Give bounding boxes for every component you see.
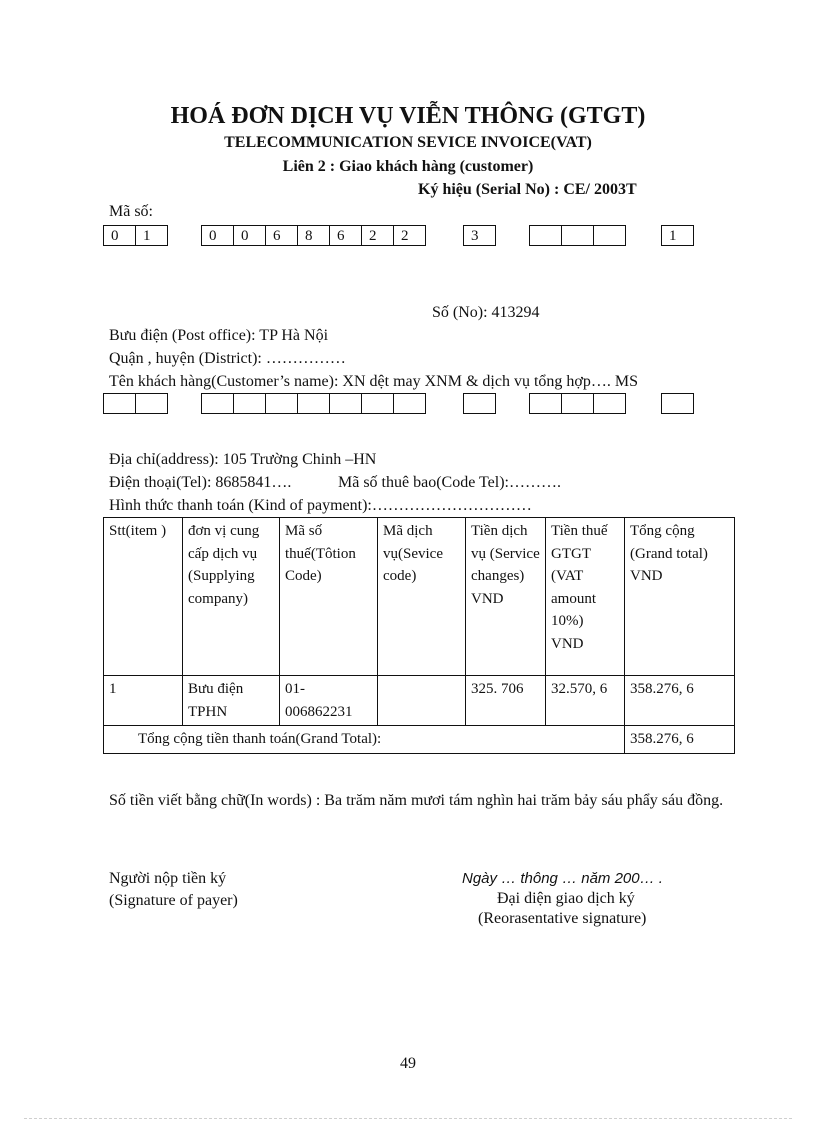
invoice-title-vn: HOÁ ĐƠN DỊCH VỤ VIỄN THÔNG (GTGT): [170, 103, 646, 129]
table-cell: 01-006862231: [280, 676, 378, 726]
invoice-title-en: TELECOMMUNICATION SEVICE INVOICE(VAT): [224, 134, 592, 151]
empty-box: [103, 393, 136, 414]
empty-box: [233, 393, 266, 414]
amount-in-words: Số tiền viết bằng chữ(In words) : Ba trăm năm mươi tám nghìn hai trăm bảy sáu phẩy sáu đồng.: [109, 792, 724, 809]
digit-box: 0: [103, 225, 136, 246]
tax-code-group-3: [463, 225, 496, 246]
digit-box: [561, 225, 594, 246]
total-value: 358.276, 6: [625, 726, 735, 754]
invoice-table: [103, 517, 735, 754]
empty-box: [593, 393, 626, 414]
date-line: Ngày … thông … năm 200… .: [462, 870, 663, 887]
digit-box: 6: [329, 225, 362, 246]
empty-box: [135, 393, 168, 414]
header-cell: Mã dịch vụ(Sevice code): [378, 518, 466, 676]
digit-box: 2: [393, 225, 426, 246]
digit-box: 2: [361, 225, 394, 246]
header-cell: đơn vị cung cấp dịch vụ (Supplying company): [183, 518, 280, 676]
empty-box: [265, 393, 298, 414]
empty-box: [297, 393, 330, 414]
digit-box: 8: [297, 225, 330, 246]
table-cell: [378, 676, 466, 726]
table-cell: Bưu điện TPHN: [183, 676, 280, 726]
table-cell: 1: [104, 676, 183, 726]
customer-code-boxes-3: [463, 393, 496, 414]
payment-method: Hình thức thanh toán (Kind of payment):…………………………: [109, 497, 532, 514]
tax-code-group-1: [103, 225, 168, 246]
empty-box: [201, 393, 234, 414]
header-cell: Mã số thuế(Tôtion Code): [280, 518, 378, 676]
table-cell: 32.570, 6: [546, 676, 625, 726]
subscriber-code: Mã số thuê bao(Code Tel):……….: [338, 474, 561, 491]
empty-box: [361, 393, 394, 414]
serial-number: Ký hiệu (Serial No) : CE/ 2003T: [418, 181, 637, 198]
empty-box: [661, 393, 694, 414]
digit-box: 0: [201, 225, 234, 246]
table-row: [104, 676, 735, 726]
table-cell: 358.276, 6: [625, 676, 735, 726]
tax-code-group-5: [661, 225, 694, 246]
customer-code-boxes-5: [661, 393, 694, 414]
customer-name: Tên khách hàng(Customer’s name): XN dệt may XNM & dịch vụ tổng hợp…. MS: [109, 373, 638, 390]
digit-box: 1: [135, 225, 168, 246]
representative-signature-label-en: (Reorasentative signature): [478, 910, 647, 927]
representative-signature-label: Đại diện giao dịch ký: [497, 890, 635, 907]
page-number: 49: [400, 1055, 416, 1072]
payer-signature-label-en: (Signature of payer): [109, 892, 238, 909]
header-cell: Tiền thuế GTGT (VAT amount 10%) VND: [546, 518, 625, 676]
district: Quận , huyện (District): ……………: [109, 350, 346, 367]
tax-code-label: Mã số:: [109, 203, 153, 220]
tax-code-group-2: [201, 225, 426, 246]
header-cell: Tổng cộng (Grand total) VND: [625, 518, 735, 676]
payer-signature-label: Người nộp tiền ký: [109, 870, 227, 887]
invoice-number: Số (No): 413294: [432, 304, 540, 321]
digit-box: [529, 225, 562, 246]
empty-box: [463, 393, 496, 414]
header-cell: Stt(item ): [104, 518, 183, 676]
total-label: Tổng cộng tiền thanh toán(Grand Total):: [104, 726, 625, 754]
tax-code-group-4: [529, 225, 626, 246]
customer-code-boxes-4: [529, 393, 626, 414]
digit-box: [593, 225, 626, 246]
address: Địa chỉ(address): 105 Trường Chinh –HN: [109, 451, 377, 468]
post-office: Bưu điện (Post office): TP Hà Nội: [109, 327, 329, 344]
digit-box: 6: [265, 225, 298, 246]
digit-box: 3: [463, 225, 496, 246]
total-row: [104, 726, 735, 754]
customer-code-boxes-1: [103, 393, 168, 414]
digit-box: 0: [233, 225, 266, 246]
table-cell: 325. 706: [466, 676, 546, 726]
phone: Điện thoại(Tel): 8685841….: [109, 474, 292, 491]
header-cell: Tiền dịch vụ (Service changes) VND: [466, 518, 546, 676]
table-header-row: [104, 518, 735, 676]
empty-box: [393, 393, 426, 414]
empty-box: [561, 393, 594, 414]
customer-code-boxes-2: [201, 393, 426, 414]
invoice-copy-label: Liên 2 : Giao khách hàng (customer): [282, 158, 534, 175]
empty-box: [529, 393, 562, 414]
empty-box: [329, 393, 362, 414]
digit-box: 1: [661, 225, 694, 246]
page-divider: [24, 1118, 792, 1119]
